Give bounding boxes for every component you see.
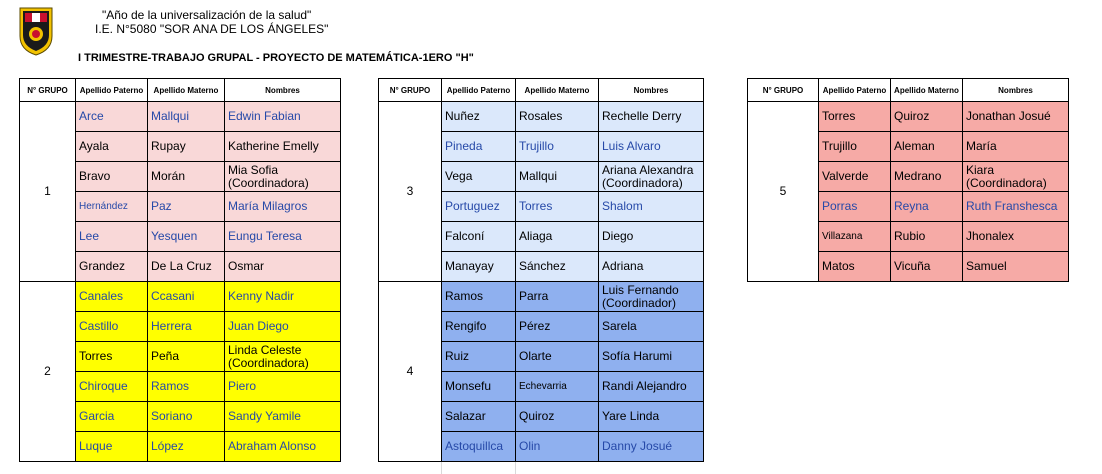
cell-materno: Trujillo bbox=[516, 132, 599, 162]
cell-materno: Vicuña bbox=[891, 252, 963, 282]
cell-materno: Quiroz bbox=[516, 402, 599, 432]
col-header-materno: Apellido Materno bbox=[891, 79, 963, 102]
table-row bbox=[20, 102, 341, 132]
cell-nombres: Katherine Emelly bbox=[225, 132, 341, 162]
col-header-nombres: Nombres bbox=[225, 79, 341, 102]
cell-materno: Aleman bbox=[891, 132, 963, 162]
col-header-materno: Apellido Materno bbox=[516, 79, 599, 102]
cell-paterno: Pineda bbox=[442, 132, 516, 162]
cell-materno: Rubio bbox=[891, 222, 963, 252]
cell-paterno: Villazana bbox=[819, 222, 891, 252]
cell-materno: Parra bbox=[516, 282, 599, 312]
cell-paterno: Ramos bbox=[442, 282, 516, 312]
cell-paterno: Trujillo bbox=[819, 132, 891, 162]
cell-paterno: Salazar bbox=[442, 402, 516, 432]
cell-nombres: Kiara (Coordinadora) bbox=[963, 162, 1069, 192]
cell-nombres: Rechelle Derry bbox=[599, 102, 704, 132]
header-row bbox=[748, 79, 1069, 102]
header-school-name: I.E. N°5080 "SOR ANA DE LOS ÁNGELES" bbox=[95, 22, 329, 36]
cell-materno: Herrera bbox=[148, 312, 225, 342]
group-number: 3 bbox=[379, 102, 442, 282]
cell-paterno: Nuñez bbox=[442, 102, 516, 132]
cell-nombres: Juan Diego bbox=[225, 312, 341, 342]
cell-nombres: Abraham Alonso bbox=[225, 432, 341, 462]
cell-paterno: Valverde bbox=[819, 162, 891, 192]
cell-paterno: Portuguez bbox=[442, 192, 516, 222]
header-motto: "Año de la universalización de la salud" bbox=[102, 8, 312, 22]
cell-paterno: Torres bbox=[819, 102, 891, 132]
groups-table-3 bbox=[747, 78, 1069, 282]
cell-materno: Morán bbox=[148, 162, 225, 192]
cell-paterno: Arce bbox=[76, 102, 148, 132]
col-header-grupo: N° GRUPO bbox=[379, 79, 442, 102]
cell-materno: Rosales bbox=[516, 102, 599, 132]
table-row bbox=[379, 102, 704, 132]
group-number: 1 bbox=[20, 102, 76, 282]
cell-paterno: Hernández bbox=[76, 192, 148, 222]
cell-materno: Peña bbox=[148, 342, 225, 372]
cell-materno: Pérez bbox=[516, 312, 599, 342]
cell-paterno: Castillo bbox=[76, 312, 148, 342]
cell-materno: Mallqui bbox=[516, 162, 599, 192]
cell-materno: Ramos bbox=[148, 372, 225, 402]
table-row bbox=[748, 102, 1069, 132]
cell-materno: De La Cruz bbox=[148, 252, 225, 282]
cell-materno: Mallqui bbox=[148, 102, 225, 132]
group-number: 4 bbox=[379, 282, 442, 462]
cell-paterno: Ruiz bbox=[442, 342, 516, 372]
cell-materno: Olarte bbox=[516, 342, 599, 372]
groups-table-1 bbox=[19, 78, 341, 462]
cell-nombres: Luis Fernando (Coordinador) bbox=[599, 282, 704, 312]
cell-nombres: Adriana bbox=[599, 252, 704, 282]
header-row bbox=[20, 79, 341, 102]
cell-nombres: Danny Josué bbox=[599, 432, 704, 462]
cell-paterno: Canales bbox=[76, 282, 148, 312]
cell-nombres: Osmar bbox=[225, 252, 341, 282]
cell-nombres: Sandy Yamile bbox=[225, 402, 341, 432]
cell-paterno: Lee bbox=[76, 222, 148, 252]
cell-nombres: Samuel bbox=[963, 252, 1069, 282]
cell-materno: Olin bbox=[516, 432, 599, 462]
cell-nombres: Diego bbox=[599, 222, 704, 252]
cell-nombres: Luis Alvaro bbox=[599, 132, 704, 162]
group-number: 5 bbox=[748, 102, 819, 282]
cell-paterno: Garcia bbox=[76, 402, 148, 432]
table-row bbox=[379, 282, 704, 312]
cell-materno: Rupay bbox=[148, 132, 225, 162]
cell-paterno: Chiroque bbox=[76, 372, 148, 402]
page-title: I TRIMESTRE-TRABAJO GRUPAL - PROYECTO DE MATEMÁTICA-1ERO "H" bbox=[78, 52, 474, 64]
cell-nombres: María bbox=[963, 132, 1069, 162]
school-crest-icon bbox=[18, 6, 54, 56]
group-number: 2 bbox=[20, 282, 76, 462]
cell-materno: Quiroz bbox=[891, 102, 963, 132]
cell-nombres: Linda Celeste (Coordinadora) bbox=[225, 342, 341, 372]
cell-materno: Reyna bbox=[891, 192, 963, 222]
header-row bbox=[379, 79, 704, 102]
cell-nombres: Ariana Alexandra (Coordinadora) bbox=[599, 162, 704, 192]
cell-nombres: Randi Alejandro bbox=[599, 372, 704, 402]
cell-materno: Paz bbox=[148, 192, 225, 222]
col-header-materno: Apellido Materno bbox=[148, 79, 225, 102]
cell-paterno: Torres bbox=[76, 342, 148, 372]
cell-paterno: Vega bbox=[442, 162, 516, 192]
cell-nombres: Piero bbox=[225, 372, 341, 402]
cell-nombres: Jonathan Josué bbox=[963, 102, 1069, 132]
cell-materno: Sánchez bbox=[516, 252, 599, 282]
cell-nombres: Mia Sofia (Coordinadora) bbox=[225, 162, 341, 192]
cell-nombres: María Milagros bbox=[225, 192, 341, 222]
cell-paterno: Grandez bbox=[76, 252, 148, 282]
cell-materno: López bbox=[148, 432, 225, 462]
cell-nombres: Shalom bbox=[599, 192, 704, 222]
cell-paterno: Manayay bbox=[442, 252, 516, 282]
cell-nombres: Sofía Harumi bbox=[599, 342, 704, 372]
cell-paterno: Porras bbox=[819, 192, 891, 222]
cell-paterno: Falconí bbox=[442, 222, 516, 252]
cell-nombres: Ruth Franshesca bbox=[963, 192, 1069, 222]
cell-paterno: Ayala bbox=[76, 132, 148, 162]
cell-paterno: Bravo bbox=[76, 162, 148, 192]
table-row bbox=[20, 282, 341, 312]
col-header-nombres: Nombres bbox=[963, 79, 1069, 102]
col-header-grupo: N° GRUPO bbox=[748, 79, 819, 102]
col-header-paterno: Apellido Paterno bbox=[442, 79, 516, 102]
cell-materno: Aliaga bbox=[516, 222, 599, 252]
col-header-paterno: Apellido Paterno bbox=[819, 79, 891, 102]
cell-materno: Echevarria bbox=[516, 372, 599, 402]
col-header-nombres: Nombres bbox=[599, 79, 704, 102]
cell-materno: Torres bbox=[516, 192, 599, 222]
cell-paterno: Astoquillca bbox=[442, 432, 516, 462]
col-header-paterno: Apellido Paterno bbox=[76, 79, 148, 102]
cell-materno: Soriano bbox=[148, 402, 225, 432]
cell-nombres: Eungu Teresa bbox=[225, 222, 341, 252]
cell-nombres: Jhonalex bbox=[963, 222, 1069, 252]
cell-nombres: Edwin Fabian bbox=[225, 102, 341, 132]
cell-paterno: Matos bbox=[819, 252, 891, 282]
cell-nombres: Kenny Nadir bbox=[225, 282, 341, 312]
cell-materno: Yesquen bbox=[148, 222, 225, 252]
cell-nombres: Sarela bbox=[599, 312, 704, 342]
col-header-grupo: N° GRUPO bbox=[20, 79, 76, 102]
cell-paterno: Rengifo bbox=[442, 312, 516, 342]
cell-materno: Medrano bbox=[891, 162, 963, 192]
cell-materno: Ccasani bbox=[148, 282, 225, 312]
cell-nombres: Yare Linda bbox=[599, 402, 704, 432]
cell-paterno: Luque bbox=[76, 432, 148, 462]
cell-paterno: Monsefu bbox=[442, 372, 516, 402]
groups-table-2 bbox=[378, 78, 704, 462]
